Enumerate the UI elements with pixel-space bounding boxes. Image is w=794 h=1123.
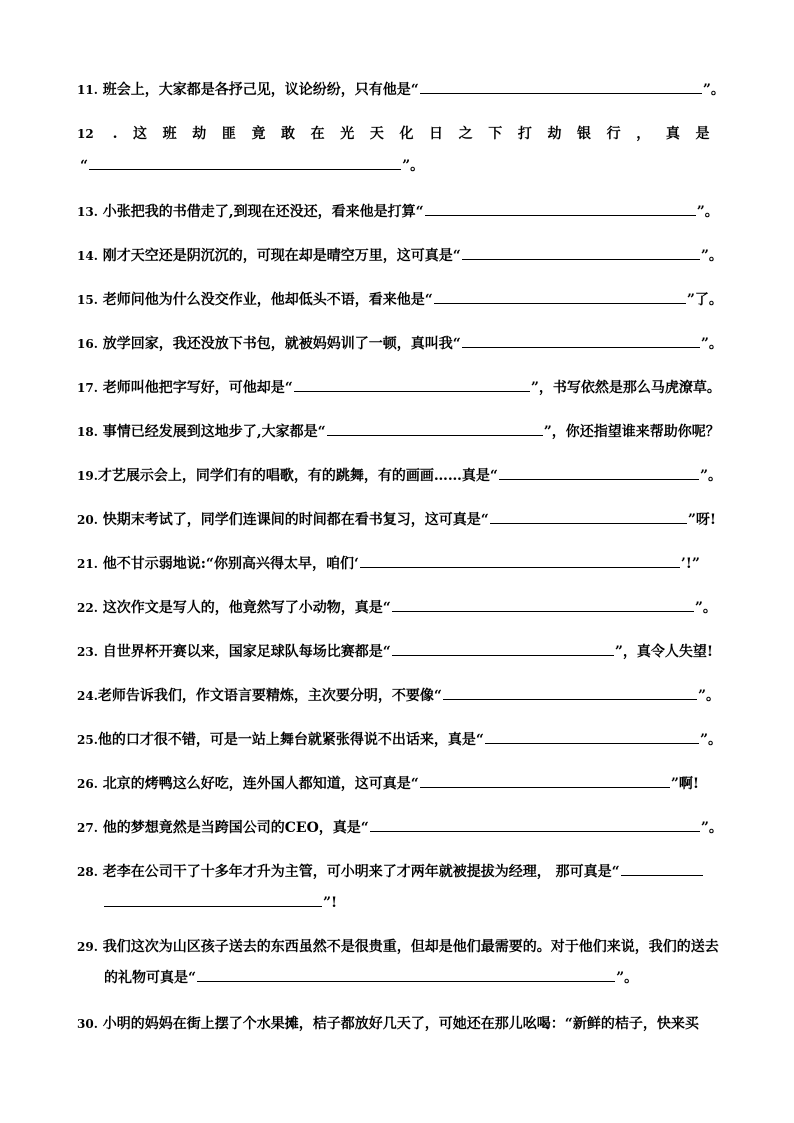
answer-blank[interactable] xyxy=(370,819,700,832)
question-27 xyxy=(77,819,723,837)
question-text: .这班劫匪竟敢在光天化日之下打劫银行，真是 xyxy=(112,126,726,142)
question-text-end: ”。 xyxy=(702,82,725,98)
question-28 xyxy=(77,863,704,881)
answer-blank[interactable] xyxy=(621,863,703,876)
question-15 xyxy=(77,291,723,309)
question-text-end: ”。 xyxy=(700,248,723,264)
question-text: 他的梦想竟然是当跨国公司的CEO，真是“ xyxy=(97,820,369,836)
question-22 xyxy=(77,599,717,617)
answer-blank[interactable] xyxy=(490,511,687,524)
question-text: 班会上，大家都是各抒己见，议论纷纷，只有他是“ xyxy=(97,82,419,98)
question-23 xyxy=(77,643,713,661)
answer-blank[interactable] xyxy=(327,423,543,436)
question-text: 小明的妈妈在街上摆了个水果摊，桔子都放好几天了，可她还在那儿吆喝：“新鲜的桔子，快来买 xyxy=(97,1016,699,1032)
question-text: 我们这次为山区孩子送去的东西虽然不是很贵重，但却是他们最需要的。对于他们来说，我们的送去 xyxy=(97,939,719,955)
question-number: 30. xyxy=(77,1017,98,1031)
question-text: 小张把我的书借走了,到现在还没还，看来他是打算“ xyxy=(97,204,424,220)
question-text-end: ”。 xyxy=(699,732,723,748)
question-number: 20. xyxy=(77,513,98,527)
question-17 xyxy=(77,379,721,397)
answer-blank[interactable] xyxy=(462,247,700,260)
question-text: 他不甘示弱地说:“你别高兴得太早，咱们‘ xyxy=(97,556,359,572)
answer-blank[interactable] xyxy=(443,687,697,700)
answer-blank[interactable] xyxy=(392,599,694,612)
question-text: 这次作文是写人的，他竟然写了小动物，真是“ xyxy=(97,600,391,616)
answer-blank[interactable] xyxy=(392,643,614,656)
question-number: 29. xyxy=(77,940,98,954)
question-text: 北京的烤鸭这么好吃，连外国人都知道，这可真是“ xyxy=(97,776,419,792)
answer-blank[interactable] xyxy=(499,467,699,480)
question-text-end: ”，真令人失望! xyxy=(614,644,714,660)
answer-blank[interactable] xyxy=(294,379,530,392)
question-number: 12 xyxy=(77,127,94,141)
question-12 xyxy=(77,125,726,143)
answer-blank[interactable] xyxy=(89,157,401,170)
question-19 xyxy=(77,467,722,485)
question-text-end: ”，书写依然是那么马虎潦草。 xyxy=(530,380,721,396)
question-12-continued xyxy=(80,157,424,175)
question-text: 他的口才很不错，可是一站上舞台就紧张得说不出话来，真是“ xyxy=(97,732,484,748)
question-text-end: ”。 xyxy=(696,204,719,220)
question-number: 14. xyxy=(77,249,98,263)
answer-blank[interactable] xyxy=(434,291,686,304)
question-text-end: ”。 xyxy=(694,600,717,616)
question-text-end: ”呀! xyxy=(687,512,717,528)
question-text-end: ”啊! xyxy=(670,776,700,792)
question-text-end: ”。 xyxy=(697,688,721,704)
question-number: 23. xyxy=(77,645,98,659)
question-30 xyxy=(77,1015,699,1033)
question-11 xyxy=(77,81,725,99)
question-20 xyxy=(77,511,716,529)
answer-blank[interactable] xyxy=(462,335,700,348)
question-text-end: ”，你还指望谁来帮助你呢？ xyxy=(543,424,720,440)
question-number: 18. xyxy=(77,425,98,439)
question-number: 24. xyxy=(77,689,98,703)
answer-blank[interactable] xyxy=(360,555,680,568)
question-number: 15. xyxy=(77,293,98,307)
question-text-end: ”了。 xyxy=(686,292,723,308)
question-text-end: ”。 xyxy=(616,970,639,986)
question-21 xyxy=(77,555,700,573)
question-number: 26. xyxy=(77,777,98,791)
question-text: 老师告诉我们，作文语言要精炼，主次要分明，不要像“ xyxy=(97,688,442,704)
question-text: 放学回家，我还没放下书包，就被妈妈训了一顿，真叫我“ xyxy=(97,336,461,352)
question-13 xyxy=(77,203,719,221)
question-text: 的礼物可真是“ xyxy=(104,970,197,986)
question-number: 27. xyxy=(77,821,98,835)
question-number: 25. xyxy=(77,733,98,747)
question-text-end: ’!” xyxy=(680,556,700,572)
question-25 xyxy=(77,731,722,749)
question-26 xyxy=(77,775,699,793)
question-text-end: ”。 xyxy=(700,820,723,836)
question-number: 11. xyxy=(77,83,98,97)
question-text: 刚才天空还是阴沉沉的，可现在却是晴空万里，这可真是“ xyxy=(97,248,461,264)
question-text: 才艺展示会上，同学们有的唱歌，有的跳舞，有的画画……真是“ xyxy=(97,468,498,484)
question-number: 28. xyxy=(77,865,98,879)
question-text: 老师问他为什么没交作业，他却低头不语，看来他是“ xyxy=(97,292,433,308)
question-14 xyxy=(77,247,723,265)
question-text-end: ”! xyxy=(323,895,338,911)
answer-blank[interactable] xyxy=(420,775,670,788)
question-text-end: ”。 xyxy=(402,158,425,174)
question-24 xyxy=(77,687,720,705)
question-text: 快期末考试了，同学们连课间的时间都在看书复习，这可真是“ xyxy=(97,512,489,528)
question-text: 自世界杯开赛以来，国家足球队每场比赛都是“ xyxy=(97,644,391,660)
question-text: 事情已经发展到这地步了,大家都是“ xyxy=(97,424,326,440)
question-text: 老李在公司干了十多年才升为主管，可小明来了才两年就被提拔为经理， 那可真是“ xyxy=(97,864,620,880)
question-29-continued xyxy=(104,969,638,987)
question-text: “ xyxy=(80,158,89,174)
question-text: 老师叫他把字写好，可他却是“ xyxy=(97,380,293,396)
answer-blank[interactable] xyxy=(425,203,696,216)
question-28-continued xyxy=(103,894,337,912)
answer-blank[interactable] xyxy=(420,81,702,94)
question-16 xyxy=(77,335,723,353)
question-18 xyxy=(77,423,720,441)
question-text-end: ”。 xyxy=(699,468,723,484)
answer-blank-continued[interactable] xyxy=(104,894,322,907)
question-number: 13. xyxy=(77,205,98,219)
question-29 xyxy=(77,938,719,956)
answer-blank[interactable] xyxy=(485,731,699,744)
question-number: 16. xyxy=(77,337,98,351)
question-number: 17. xyxy=(77,381,98,395)
question-text-end: ”。 xyxy=(700,336,723,352)
question-number: 22. xyxy=(77,601,98,615)
answer-blank[interactable] xyxy=(197,969,615,982)
question-number: 19. xyxy=(77,469,98,483)
question-number: 21. xyxy=(77,557,98,571)
